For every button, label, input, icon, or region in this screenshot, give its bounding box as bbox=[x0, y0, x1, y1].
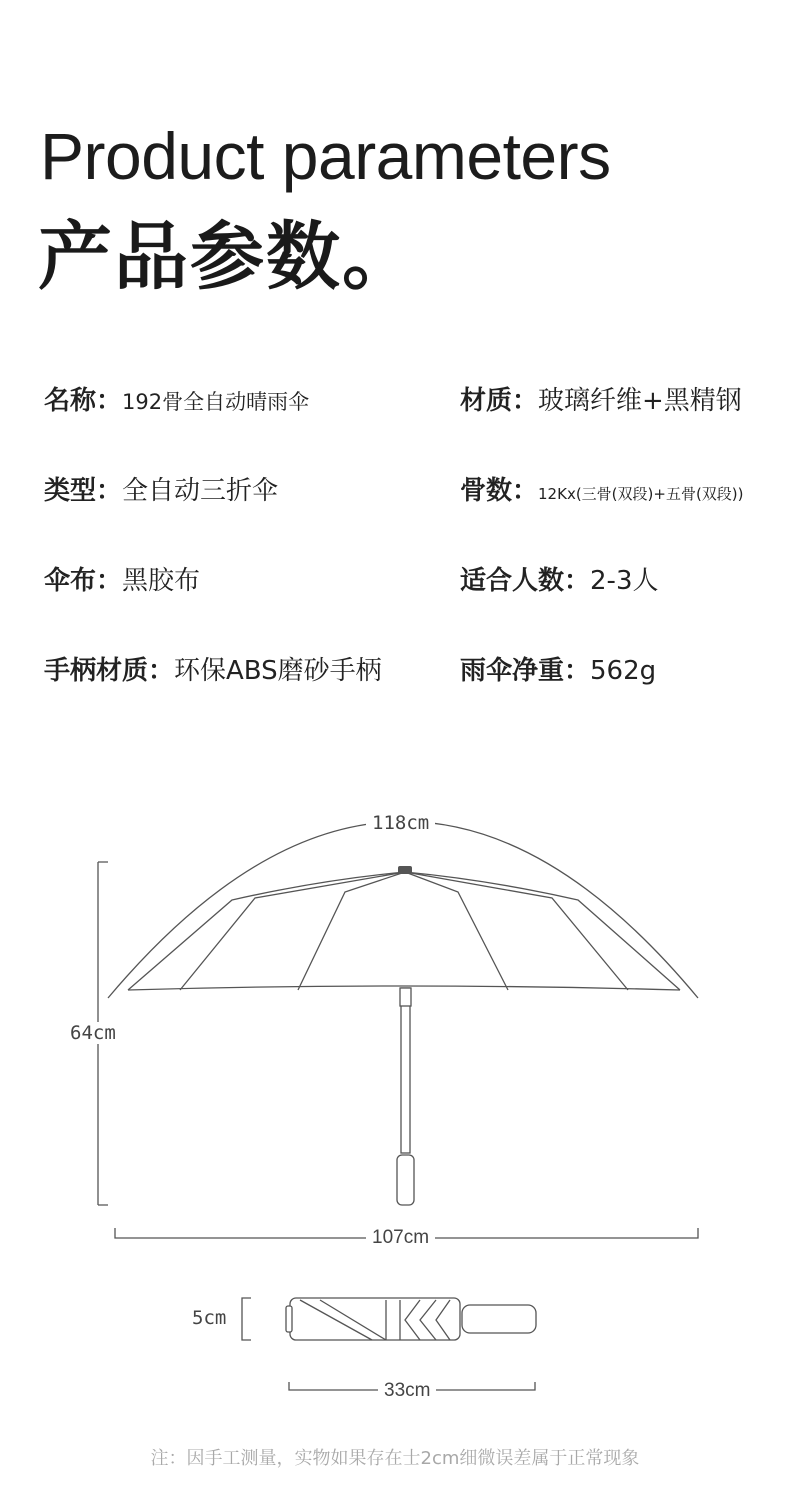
param-label: 骨数： bbox=[460, 476, 539, 506]
param-value: 黑胶布 bbox=[122, 566, 201, 596]
rib bbox=[180, 872, 405, 990]
param-label: 适合人数： bbox=[460, 566, 591, 596]
folded-length-label: 33cm bbox=[378, 1380, 436, 1402]
rib bbox=[298, 872, 405, 990]
arc-length-label: 118cm bbox=[366, 812, 435, 834]
rib bbox=[405, 872, 508, 990]
folded-diameter-label: 5cm bbox=[186, 1307, 232, 1329]
title-chinese: 产品参数。 bbox=[38, 214, 418, 300]
param-value: 12Kx(三骨(双段)+五骨(双段)) bbox=[538, 485, 744, 503]
param-value: 562g bbox=[590, 656, 657, 686]
param-value: 192骨全自动晴雨伞 bbox=[122, 390, 310, 414]
arc-dimension-line bbox=[108, 822, 698, 999]
span-label: 107cm bbox=[366, 1227, 435, 1249]
param-value: 全自动三折伞 bbox=[122, 476, 279, 506]
rib bbox=[405, 872, 628, 990]
param-label: 名称： bbox=[44, 386, 123, 416]
footnote: 注：因手工测量，实物如果存在士2cm细微误差属于正常现象 bbox=[150, 1448, 640, 1469]
shaft bbox=[401, 988, 410, 1153]
param-value: 玻璃纤维+黑精钢 bbox=[538, 386, 742, 416]
folded-umbrella-handle bbox=[462, 1305, 536, 1333]
param-label: 雨伞净重： bbox=[460, 656, 591, 686]
param-label: 类型： bbox=[44, 476, 123, 506]
folded-dimension-line bbox=[242, 1298, 251, 1340]
param-value: 2-3人 bbox=[590, 566, 659, 596]
handle bbox=[397, 1155, 414, 1205]
title-english: Product parameters bbox=[40, 119, 611, 193]
shaft-joint bbox=[400, 988, 411, 1006]
param-label: 伞布： bbox=[44, 566, 123, 596]
param-label: 手柄材质： bbox=[44, 656, 175, 686]
canopy-outline bbox=[128, 872, 680, 990]
param-label: 材质： bbox=[460, 386, 539, 416]
top-cap bbox=[398, 866, 412, 874]
height-label: 64cm bbox=[64, 1022, 122, 1044]
folded-umbrella-cap bbox=[286, 1306, 292, 1332]
param-value: 环保ABS磨砂手柄 bbox=[174, 656, 382, 686]
